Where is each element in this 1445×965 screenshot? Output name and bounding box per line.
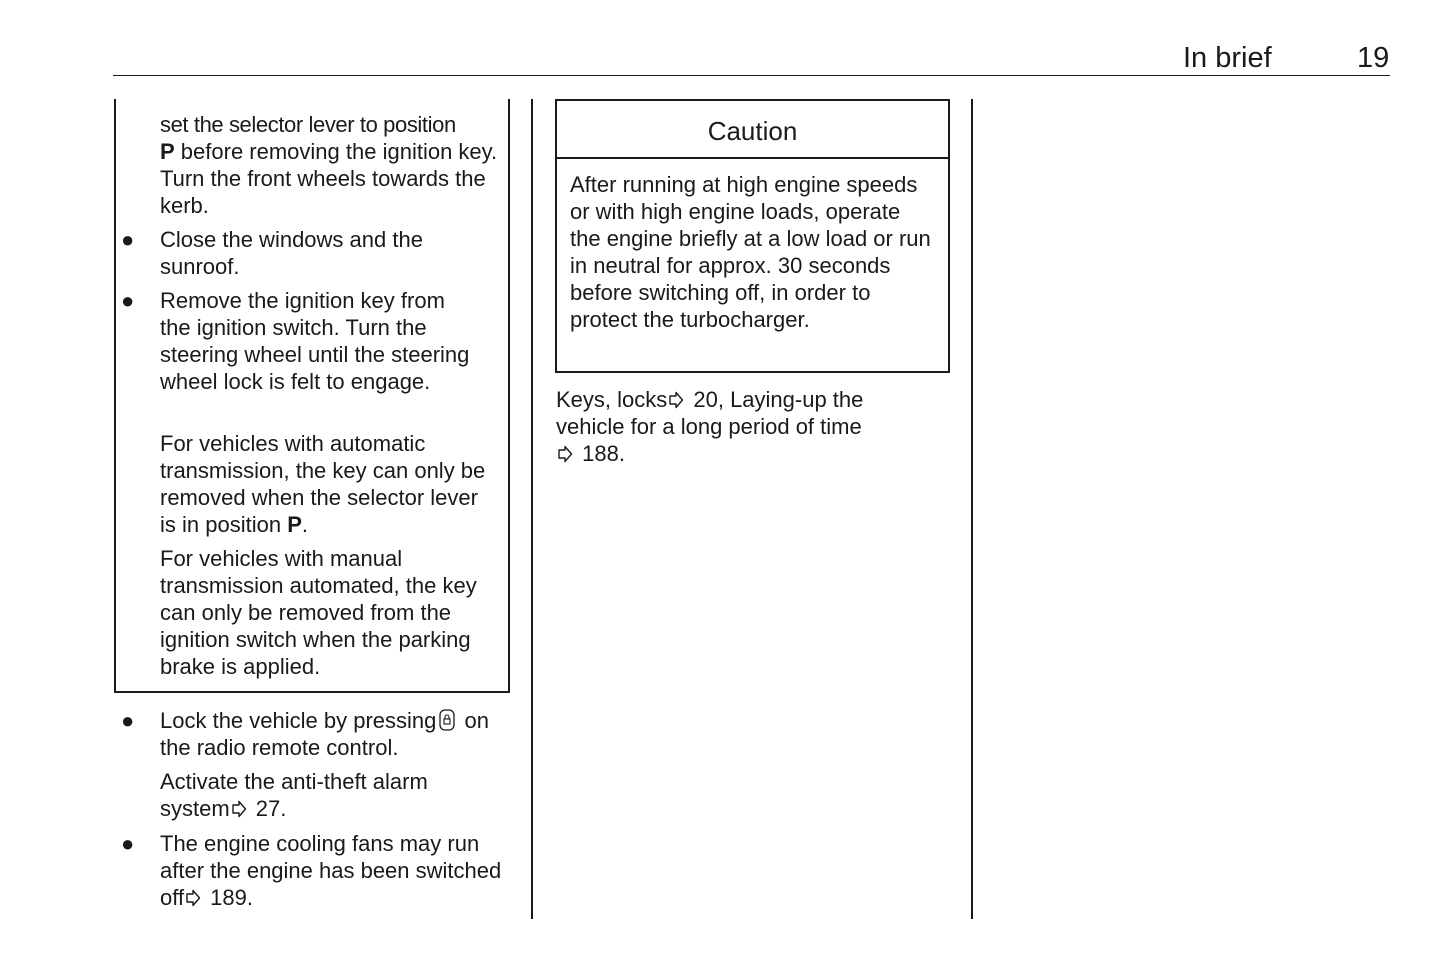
caution-box: [555, 99, 950, 373]
manual-note: For vehicles with manual transmission automated, the key can only be removed from the ignition switch when the parking brake is applied.: [160, 546, 477, 679]
lock-text-2: on the radio remote control.: [160, 708, 489, 760]
bullet-windows: Close the windows and the sunroof.: [160, 227, 423, 279]
alarm-page-ref[interactable]: 27.: [249, 796, 287, 821]
arrow-reference-icon[interactable]: [185, 889, 201, 907]
arrow-reference-icon[interactable]: [668, 391, 684, 409]
continued-text: set the selector lever to position: [160, 112, 456, 137]
position-p: P: [160, 139, 175, 164]
keys-page-ref[interactable]: 20, Laying-up the vehicle for a long period of time: [556, 387, 864, 439]
bullet-icon: ●: [121, 288, 135, 313]
alarm-note: [160, 768, 480, 822]
cross-references: [556, 386, 916, 467]
continued-text-2: before removing the ignition key. Turn the front wheels towards the kerb.: [160, 139, 498, 218]
bullet-icon: ●: [121, 831, 135, 856]
bullet-lock-vehicle: [160, 707, 515, 761]
automatic-note: [160, 430, 492, 538]
bullet-icon: ●: [121, 227, 135, 252]
bullet-icon: ●: [121, 708, 135, 733]
lock-button-icon: [438, 709, 456, 731]
lock-text: Lock the vehicle by pressing: [160, 708, 437, 733]
bullet-ignition-key: Remove the ignition key from the ignition switch. Turn the steering wheel until the steering wheel lock is felt to engage.: [160, 288, 470, 394]
automatic-note-text: For vehicles with automatic transmission, the key can only be removed when the selector lever is in position: [160, 431, 486, 537]
automatic-note-end: .: [301, 512, 308, 537]
caution-body: After running at high engine speeds or with high engine loads, operate the engine briefly at a low load or run in neutral for approx. 30 seconds before switching off, in order to protect the turbocharger.: [570, 172, 931, 332]
bullet-cooling-fans: [160, 830, 515, 911]
column-separator: [971, 99, 973, 919]
continued-paragraph: [160, 111, 500, 219]
caution-title: Caution: [557, 101, 948, 159]
alarm-text: Activate the anti-theft alarm system: [160, 769, 428, 821]
arrow-reference-icon[interactable]: [231, 800, 247, 818]
page-number: 19: [1357, 42, 1390, 74]
laying-up-page-ref[interactable]: 188.: [576, 441, 625, 466]
arrow-reference-icon[interactable]: [557, 445, 573, 463]
fans-text: The engine cooling fans may run after the engine has been switched off: [160, 831, 502, 910]
section-title: In brief: [1183, 42, 1272, 74]
header-rule: [113, 75, 1390, 76]
column-separator: [531, 99, 533, 919]
position-p: P: [287, 512, 302, 537]
fans-page-ref[interactable]: 189.: [204, 885, 253, 910]
keys-text: Keys, locks: [556, 387, 668, 412]
